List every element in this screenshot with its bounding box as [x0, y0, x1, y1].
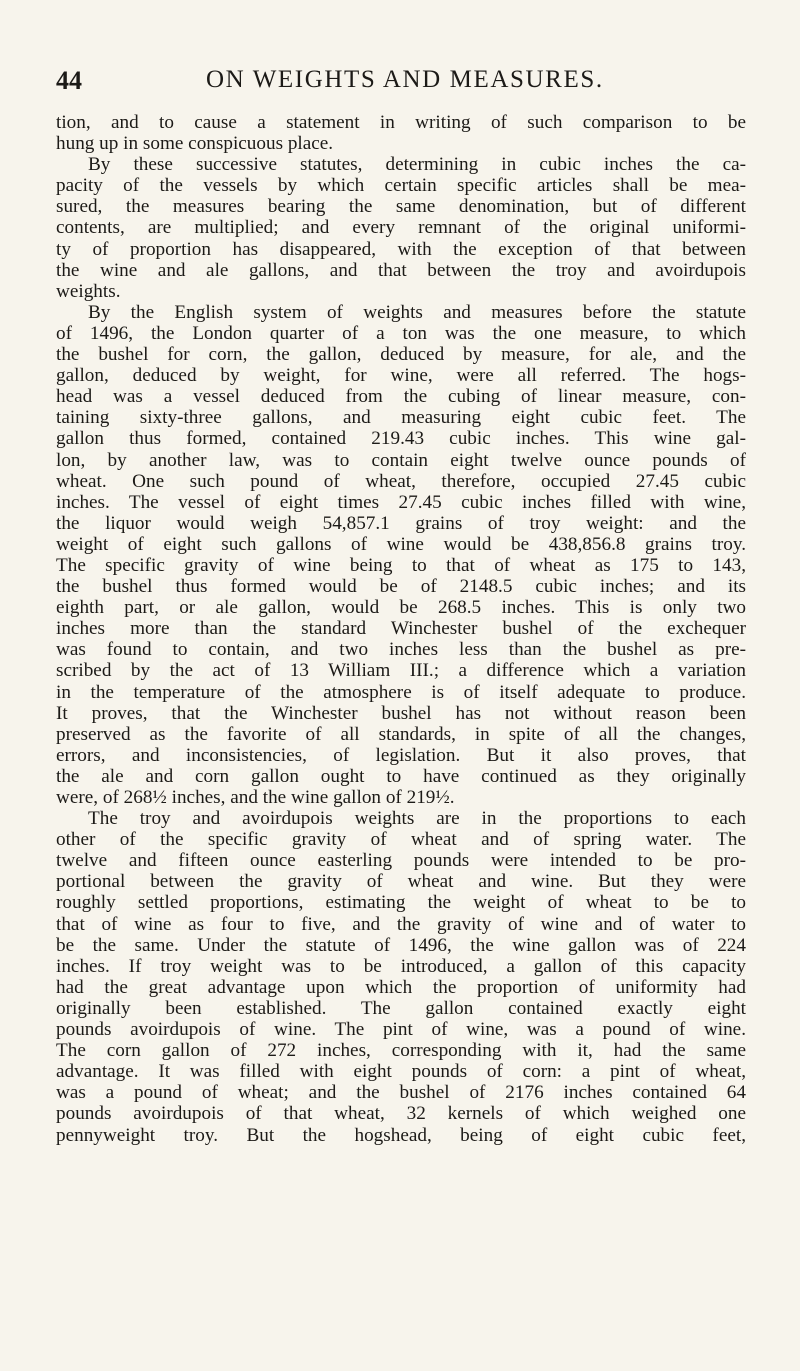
text-line: The troy and avoirdupois weights are in the proportions to each	[88, 808, 746, 830]
text-line: was a pound of wheat; and the bushel of 2176 inches contained 64	[56, 1082, 746, 1104]
text-line: preserved as the favorite of all standards, in spite of all the changes,	[56, 723, 746, 745]
text-line: the liquor would weigh 54,857.1 grains of troy weight: and the	[56, 512, 746, 534]
text-line: the bushel for corn, the gallon, deduced by measure, for ale, and the	[56, 344, 746, 366]
text-line: inches. The vessel of eight times 27.45 cubic inches filled with wine,	[56, 491, 746, 513]
text-line: contents, are multiplied; and every remnant of the original uniformi-	[56, 217, 746, 239]
running-head: ON WEIGHTS AND MEASURES.	[206, 66, 604, 93]
page-body-text	[56, 112, 746, 1146]
text-line: weight of eight such gallons of wine would be 438,856.8 grains troy.	[56, 533, 746, 555]
text-line: roughly settled proportions, estimating the weight of wheat to be to	[56, 892, 746, 914]
text-line: that of wine as four to five, and the gravity of wine and of water to	[56, 913, 746, 935]
text-line: inches more than the standard Winchester bushel of the exchequer	[56, 618, 746, 640]
text-line: errors, and inconsistencies, of legislation. But it also proves, that	[56, 744, 746, 766]
text-line: pacity of the vessels by which certain specific articles shall be mea-	[56, 175, 746, 197]
text-line: taining sixty-three gallons, and measuring eight cubic feet. The	[56, 407, 746, 429]
text-line: ty of proportion has disappeared, with the exception of that between	[56, 238, 746, 260]
text-line: be the same. Under the statute of 1496, the wine gallon was of 224	[56, 934, 746, 956]
text-line: head was a vessel deduced from the cubing of linear measure, con-	[56, 386, 746, 408]
text-line: inches. If troy weight was to be introduced, a gallon of this capacity	[56, 955, 746, 977]
text-line: pennyweight troy. But the hogshead, being of eight cubic feet,	[56, 1124, 746, 1146]
text-line: of 1496, the London quarter of a ton was the one measure, to which	[56, 322, 746, 344]
text-line: hung up in some conspicuous place.	[56, 133, 334, 155]
text-line: wheat. One such pound of wheat, therefore, occupied 27.45 cubic	[56, 470, 746, 492]
page-number: 44	[56, 66, 82, 95]
text-line: advantage. It was filled with eight pounds of corn: a pint of wheat,	[56, 1061, 746, 1083]
text-line: in the temperature of the atmosphere is of itself adequate to produce.	[56, 681, 746, 703]
text-line: It proves, that the Winchester bushel has not without reason been	[56, 702, 746, 724]
text-line: lon, by another law, was to contain eight twelve ounce pounds of	[56, 449, 746, 471]
text-line: had the great advantage upon which the proportion of uniformity had	[56, 976, 746, 998]
page-header	[56, 62, 746, 102]
text-line: gallon, deduced by weight, for wine, were all referred. The hogs-	[56, 365, 746, 387]
text-line: sured, the measures bearing the same denomination, but of different	[56, 196, 746, 218]
text-line: gallon thus formed, contained 219.43 cubic inches. This wine gal-	[56, 428, 746, 450]
text-line: eighth part, or ale gallon, would be 268.5 inches. This is only two	[56, 597, 746, 619]
text-line: the wine and ale gallons, and that between the troy and avoirdupois	[56, 259, 746, 281]
text-line: pounds avoirdupois of wine. The pint of wine, was a pound of wine.	[56, 1019, 746, 1041]
text-line: The corn gallon of 272 inches, corresponding with it, had the same	[56, 1040, 746, 1062]
text-line: By these successive statutes, determining in cubic inches the ca-	[88, 154, 746, 176]
text-line: other of the specific gravity of wheat and of spring water. The	[56, 829, 746, 851]
text-line: the ale and corn gallon ought to have continued as they originally	[56, 765, 746, 787]
text-line: The specific gravity of wine being to that of wheat as 175 to 143,	[56, 554, 746, 576]
text-line: were, of 268½ inches, and the wine gallon of 219½.	[56, 787, 455, 808]
text-line: twelve and fifteen ounce easterling pounds were intended to be pro-	[56, 850, 746, 872]
text-line: tion, and to cause a statement in writing of such comparison to be	[56, 112, 746, 133]
text-line: the bushel thus formed would be of 2148.5 cubic inches; and its	[56, 576, 746, 598]
text-line: was found to contain, and two inches less than the bushel as pre-	[56, 639, 746, 661]
text-line: portional between the gravity of wheat and wine. But they were	[56, 871, 746, 893]
text-line: pounds avoirdupois of that wheat, 32 kernels of which weighed one	[56, 1103, 746, 1125]
text-line: By the English system of weights and measures before the statute	[88, 301, 746, 323]
text-line: originally been established. The gallon contained exactly eight	[56, 997, 746, 1019]
text-line: scribed by the act of 13 William III.; a difference which a variation	[56, 660, 746, 682]
text-line: weights.	[56, 280, 121, 302]
